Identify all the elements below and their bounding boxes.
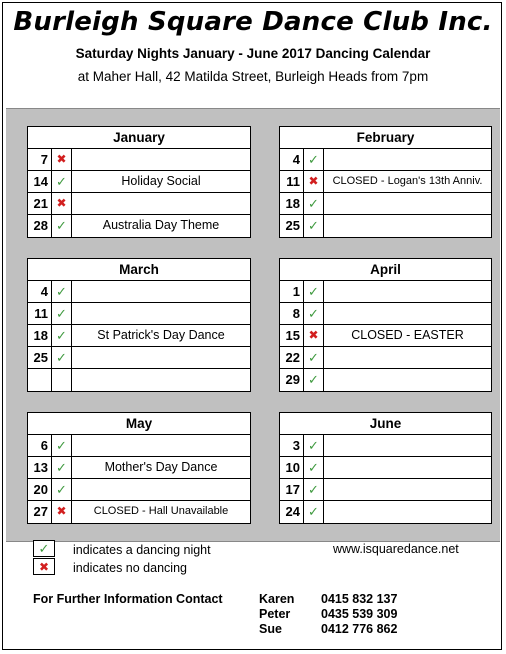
- status-cell: [52, 281, 72, 302]
- month-name: February: [280, 127, 491, 149]
- event-label: [324, 215, 491, 237]
- status-cell: [52, 435, 72, 456]
- status-cell: [304, 193, 324, 214]
- calendar-row: [28, 171, 250, 193]
- event-label: [72, 281, 250, 302]
- event-label: [72, 479, 250, 500]
- calendar-row: [280, 149, 491, 171]
- day-number: 18: [28, 325, 52, 346]
- status-cell: [304, 501, 324, 523]
- status-cell: [52, 193, 72, 214]
- day-number: 13: [28, 457, 52, 478]
- cross-icon: ✖: [308, 174, 319, 188]
- status-cell: [52, 347, 72, 368]
- status-cell: [52, 501, 72, 523]
- club-title: Burleigh Square Dance Club Inc.: [13, 7, 493, 37]
- tick-icon: ✓: [56, 438, 67, 453]
- legend-tick-box: [33, 540, 55, 557]
- status-cell: [304, 303, 324, 324]
- website-link[interactable]: www.isquaredance.net: [333, 542, 459, 556]
- event-label: CLOSED - Logan's 13th Anniv.: [332, 175, 483, 187]
- day-number: 27: [28, 501, 52, 523]
- day-number: 4: [28, 281, 52, 302]
- status-cell: [304, 149, 324, 170]
- day-number: 15: [280, 325, 304, 346]
- calendar-panel: [6, 108, 500, 542]
- cross-icon: ✖: [56, 196, 67, 210]
- month-name: January: [28, 127, 250, 149]
- day-number: 14: [28, 171, 52, 192]
- legend-tick-text: indicates a dancing night: [73, 543, 211, 557]
- status-cell: [304, 457, 324, 478]
- calendar-row: [28, 215, 250, 237]
- legend-cross-box: [33, 558, 55, 575]
- day-number: 17: [280, 479, 304, 500]
- day-number: 22: [280, 347, 304, 368]
- status-cell: [304, 281, 324, 302]
- month-name: June: [280, 413, 491, 435]
- calendar-row: [28, 347, 250, 369]
- cross-icon: ✖: [56, 504, 67, 518]
- day-number: [28, 369, 52, 391]
- day-number: 11: [280, 171, 304, 192]
- legend-cross-text: indicates no dancing: [73, 561, 187, 575]
- calendar-row: [28, 193, 250, 215]
- calendar-row: [280, 369, 491, 391]
- event-label: Mother's Day Dance: [104, 460, 218, 474]
- month-table-february: [279, 126, 492, 238]
- calendar-row: [280, 215, 491, 237]
- venue-line: at Maher Hall, 42 Matilda Street, Burleigh Heads from 7pm: [77, 69, 429, 84]
- event-label: [324, 193, 491, 214]
- calendar-row: [28, 281, 250, 303]
- contact-name: Karen: [259, 592, 295, 606]
- event-label: [72, 369, 250, 391]
- calendar-row: [28, 435, 250, 457]
- calendar-row: [280, 193, 491, 215]
- tick-icon: ✓: [56, 284, 67, 299]
- status-cell: [304, 347, 324, 368]
- tick-icon: ✓: [308, 460, 319, 475]
- contact-label: For Further Information Contact: [33, 592, 223, 606]
- event-label: [72, 193, 250, 214]
- calendar-row: [28, 325, 250, 347]
- tick-icon: ✓: [56, 460, 67, 475]
- tick-icon: ✓: [308, 152, 319, 167]
- calendar-row: [28, 303, 250, 325]
- day-number: 25: [28, 347, 52, 368]
- calendar-row: [28, 501, 250, 523]
- tick-icon: ✓: [308, 438, 319, 453]
- calendar-subtitle: Saturday Nights January - June 2017 Dancing Calendar: [75, 46, 431, 61]
- tick-icon: ✓: [56, 350, 67, 365]
- event-label: [72, 149, 250, 170]
- tick-icon: ✓: [56, 328, 67, 343]
- tick-icon: ✓: [308, 196, 319, 211]
- status-cell: [304, 479, 324, 500]
- day-number: 28: [28, 215, 52, 237]
- calendar-page: [2, 2, 502, 650]
- event-label: St Patrick's Day Dance: [97, 328, 225, 342]
- event-label: [72, 303, 250, 324]
- contact-phone: 0435 539 309: [321, 607, 398, 621]
- calendar-row: [280, 303, 491, 325]
- month-table-march: [27, 258, 251, 392]
- calendar-row: [28, 369, 250, 391]
- tick-icon: ✓: [56, 218, 67, 233]
- calendar-row: [280, 457, 491, 479]
- month-table-june: [279, 412, 492, 524]
- day-number: 3: [280, 435, 304, 456]
- cross-icon: ✖: [56, 152, 67, 166]
- day-number: 25: [280, 215, 304, 237]
- day-number: 1: [280, 281, 304, 302]
- day-number: 20: [28, 479, 52, 500]
- event-label: [324, 435, 491, 456]
- tick-icon: ✓: [56, 174, 67, 189]
- tick-icon: ✓: [38, 541, 50, 556]
- event-label: [324, 149, 491, 170]
- calendar-row: [280, 435, 491, 457]
- event-label: [324, 347, 491, 368]
- status-cell: [304, 171, 324, 192]
- tick-icon: ✓: [308, 350, 319, 365]
- month-table-january: [27, 126, 251, 238]
- calendar-row: [280, 479, 491, 501]
- event-label: [324, 479, 491, 500]
- calendar-row: [280, 281, 491, 303]
- event-label: [324, 457, 491, 478]
- status-cell: [52, 479, 72, 500]
- calendar-row: [28, 457, 250, 479]
- calendar-row: [280, 347, 491, 369]
- day-number: 24: [280, 501, 304, 523]
- day-number: 10: [280, 457, 304, 478]
- status-cell: [304, 369, 324, 391]
- tick-icon: ✓: [308, 372, 319, 387]
- event-label: CLOSED - EASTER: [351, 328, 464, 342]
- cross-icon: ✖: [38, 560, 50, 574]
- month-table-april: [279, 258, 492, 392]
- day-number: 8: [280, 303, 304, 324]
- event-label: Australia Day Theme: [102, 218, 220, 232]
- tick-icon: ✓: [308, 482, 319, 497]
- event-label: [324, 281, 491, 302]
- month-table-may: [27, 412, 251, 524]
- event-label: Holiday Social: [121, 174, 201, 188]
- cross-icon: ✖: [308, 328, 319, 342]
- event-label: CLOSED - Hall Unavailable: [93, 505, 229, 517]
- day-number: 4: [280, 149, 304, 170]
- tick-icon: ✓: [56, 482, 67, 497]
- status-cell: [304, 325, 324, 346]
- day-number: 6: [28, 435, 52, 456]
- status-cell: [52, 171, 72, 192]
- day-number: 7: [28, 149, 52, 170]
- status-cell: [52, 149, 72, 170]
- status-cell: [52, 303, 72, 324]
- calendar-row: [280, 171, 491, 193]
- tick-icon: ✓: [308, 218, 319, 233]
- event-label: [324, 303, 491, 324]
- month-name: March: [28, 259, 250, 281]
- event-label: [72, 435, 250, 456]
- status-cell: [304, 215, 324, 237]
- month-name: May: [28, 413, 250, 435]
- calendar-row: [28, 149, 250, 171]
- tick-icon: ✓: [308, 504, 319, 519]
- contact-name: Sue: [259, 622, 282, 636]
- tick-icon: ✓: [308, 284, 319, 299]
- status-cell: [52, 369, 72, 391]
- status-cell: [304, 435, 324, 456]
- event-label: [324, 501, 491, 523]
- status-cell: [52, 325, 72, 346]
- calendar-row: [280, 325, 491, 347]
- day-number: 11: [28, 303, 52, 324]
- contact-name: Peter: [259, 607, 291, 621]
- status-cell: [52, 457, 72, 478]
- calendar-row: [280, 501, 491, 523]
- calendar-row: [28, 479, 250, 501]
- tick-icon: ✓: [308, 306, 319, 321]
- contact-phone: 0412 776 862: [321, 622, 398, 636]
- event-label: [324, 369, 491, 391]
- day-number: 29: [280, 369, 304, 391]
- tick-icon: ✓: [56, 306, 67, 321]
- status-cell: [52, 215, 72, 237]
- month-name: April: [280, 259, 491, 281]
- day-number: 21: [28, 193, 52, 214]
- day-number: 18: [280, 193, 304, 214]
- event-label: [72, 347, 250, 368]
- contact-phone: 0415 832 137: [321, 592, 398, 606]
